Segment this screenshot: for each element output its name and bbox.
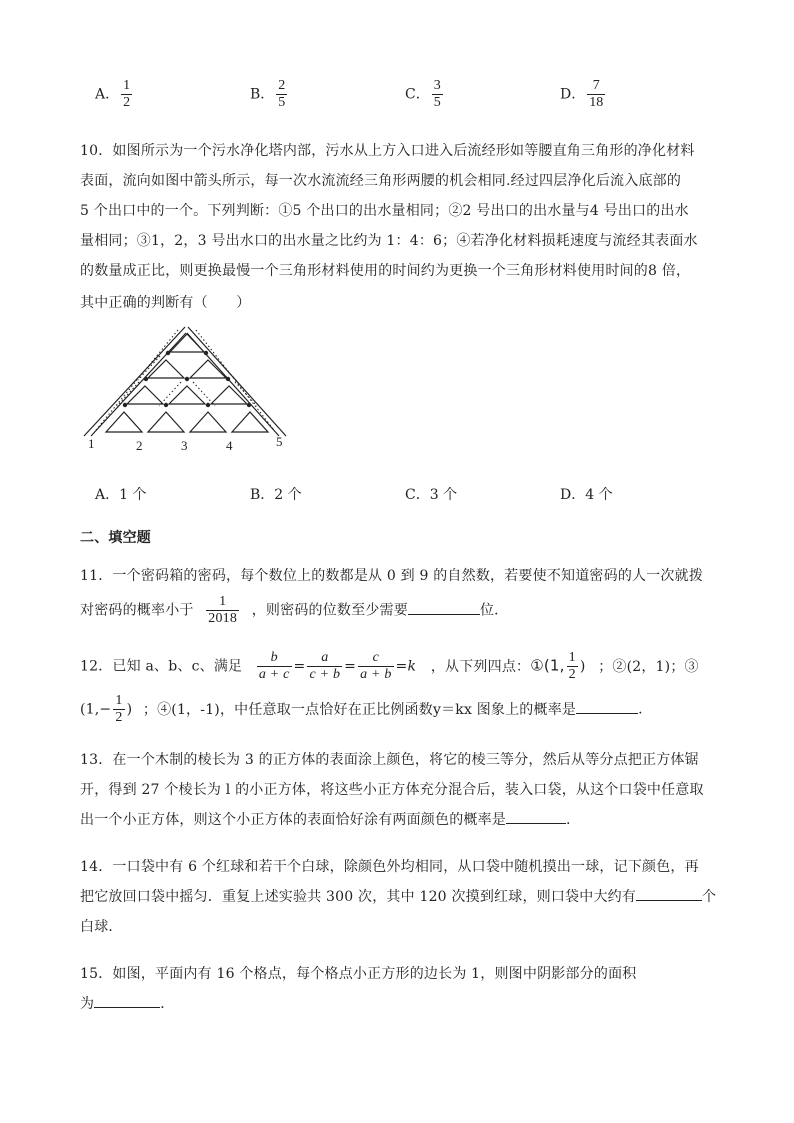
filter-triangle [170, 334, 204, 352]
flow-arrow-icon [226, 377, 230, 381]
q12-line-1: 12．已知 a、b、c、满足 $\frac{b}{a + c}$ = $\frac{a}{c + b}$ = $\frac{c}{a + b}$ =k ，从下列四点：①(1, $\frac{1}{2}$ ) ；②(2，1)；③ [80, 650, 699, 682]
flow-arrow-icon [206, 403, 210, 407]
q14-line-1: 14．一口袋中有 6 个红球和若干个白球，除颜色外均相同，从口袋中随机摸出一球，记下颜色，再 [80, 859, 699, 875]
q9-option-d: D． $\frac{7}{18}$ [560, 78, 604, 110]
q10-option-d: D．4 个 [560, 487, 613, 503]
q11-line-2: 对密码的概率小于 $\frac{1}{2018}$ ，则密码的位数至少需要 位． [80, 594, 509, 626]
outlet-label-3: 3 [181, 438, 188, 453]
q15-answer-blank[interactable] [94, 993, 160, 1008]
section-title-fill-blank: 二、填空题 [80, 530, 151, 546]
q9-option-b: B． $\frac{2}{5}$ [250, 78, 286, 110]
q11-fraction: $\frac{1}{2018}$ [208, 594, 238, 626]
outlet-label-2: 2 [136, 438, 143, 453]
flow-arrow-icon [123, 403, 127, 407]
filter-triangles [106, 334, 268, 432]
q9-option-a: A． $\frac{1}{2}$ [95, 78, 131, 110]
filter-triangle [106, 412, 142, 432]
flow-arrow-icon [144, 377, 148, 381]
q13-line-3: 出一个小正方体，则这个小正方体的表面恰好涂有两面颜色的概率是 . [80, 809, 571, 829]
q10-line-4: 量相同；③1，2，3 号出水口的出水量之比约为 1：4：6；④若净化材料损耗速度与流经其表面水 [80, 233, 698, 249]
q10-line-5: 的数量成正比，则更换最慢一个三角形材料使用的时间约为更换一个三角形材料使用时间的8 倍， [80, 263, 691, 279]
q11-line-1: 11．一个密码箱的密码，每个数位上的数都是从 0 到 9 的自然数，若要使不知道密码的人一次就拨 [80, 568, 704, 584]
q15-line-2: 为 ． [80, 993, 174, 1013]
filter-triangle [148, 412, 184, 432]
q10-line-1: 10．如图所示为一个污水净化塔内部，污水从上方入口进入后流经形如等腰直角三角形的净化材料 [80, 143, 695, 159]
flow-arrow-icon [166, 351, 170, 355]
q12-answer-blank[interactable] [576, 699, 638, 714]
q13-line-2: 开，得到 27 个棱长为 l 的小正方体，将这些小正方体充分混合后，装入口袋，从这个口袋中任意取 [80, 782, 704, 798]
q10-option-b: B．2 个 [250, 487, 302, 503]
q14-answer-blank[interactable] [636, 886, 702, 901]
flow-arrow-icon [247, 403, 251, 407]
q11-answer-blank[interactable] [408, 600, 480, 615]
q12-line-2: (1,− $\frac{1}{2}$ ) ；④(1，-1)，中任意取一点恰好在正比例函数y＝kx 图象上的概率是 . [80, 693, 643, 725]
q10-line-3: 5 个出口中的一个。下列判断：①5 个出口的出水量相同；②2 号出口的出水量与4 号出口的出水 [80, 203, 689, 219]
outlet-label-5: 5 [276, 434, 283, 449]
q14-line-2: 把它放回口袋中摇匀．重复上述实验共 300 次，其中 120 次摸到红球，则口袋中大约有 个 [80, 886, 716, 906]
q10-line-2: 表面，流向如图中箭头所示，每一次水流流经三角形两腰的机会相同.经过四层净化后流入底部的 [80, 173, 682, 189]
purification-tower-figure [80, 320, 295, 455]
q10-option-a: A．1 个 [95, 487, 147, 503]
filter-triangle [190, 412, 226, 432]
q14-line-3: 白球． [80, 919, 123, 935]
q13-line-1: 13．在一个木制的棱长为 3 的正方体的表面涂上颜色，将它的棱三等分，然后从等分点把正方体锯 [80, 752, 699, 768]
q15-line-1: 15．如图，平面内有 16 个格点，每个格点小正方形的边长为 1，则图中阴影部分的面积 [80, 966, 637, 982]
outlet-label-1: 1 [88, 436, 95, 451]
filter-triangle [232, 412, 268, 432]
q13-answer-blank[interactable] [506, 809, 566, 824]
q10-line-6: 其中正确的判断有（ ） [80, 295, 251, 311]
q9-option-c: C． $\frac{3}{5}$ [405, 78, 441, 110]
q10-option-c: C．3 个 [405, 487, 458, 503]
flow-arrow-icon [185, 377, 189, 381]
flow-arrow-icon [164, 403, 168, 407]
flow-arrow-icon [204, 351, 208, 355]
outlet-label-4: 4 [226, 438, 233, 453]
